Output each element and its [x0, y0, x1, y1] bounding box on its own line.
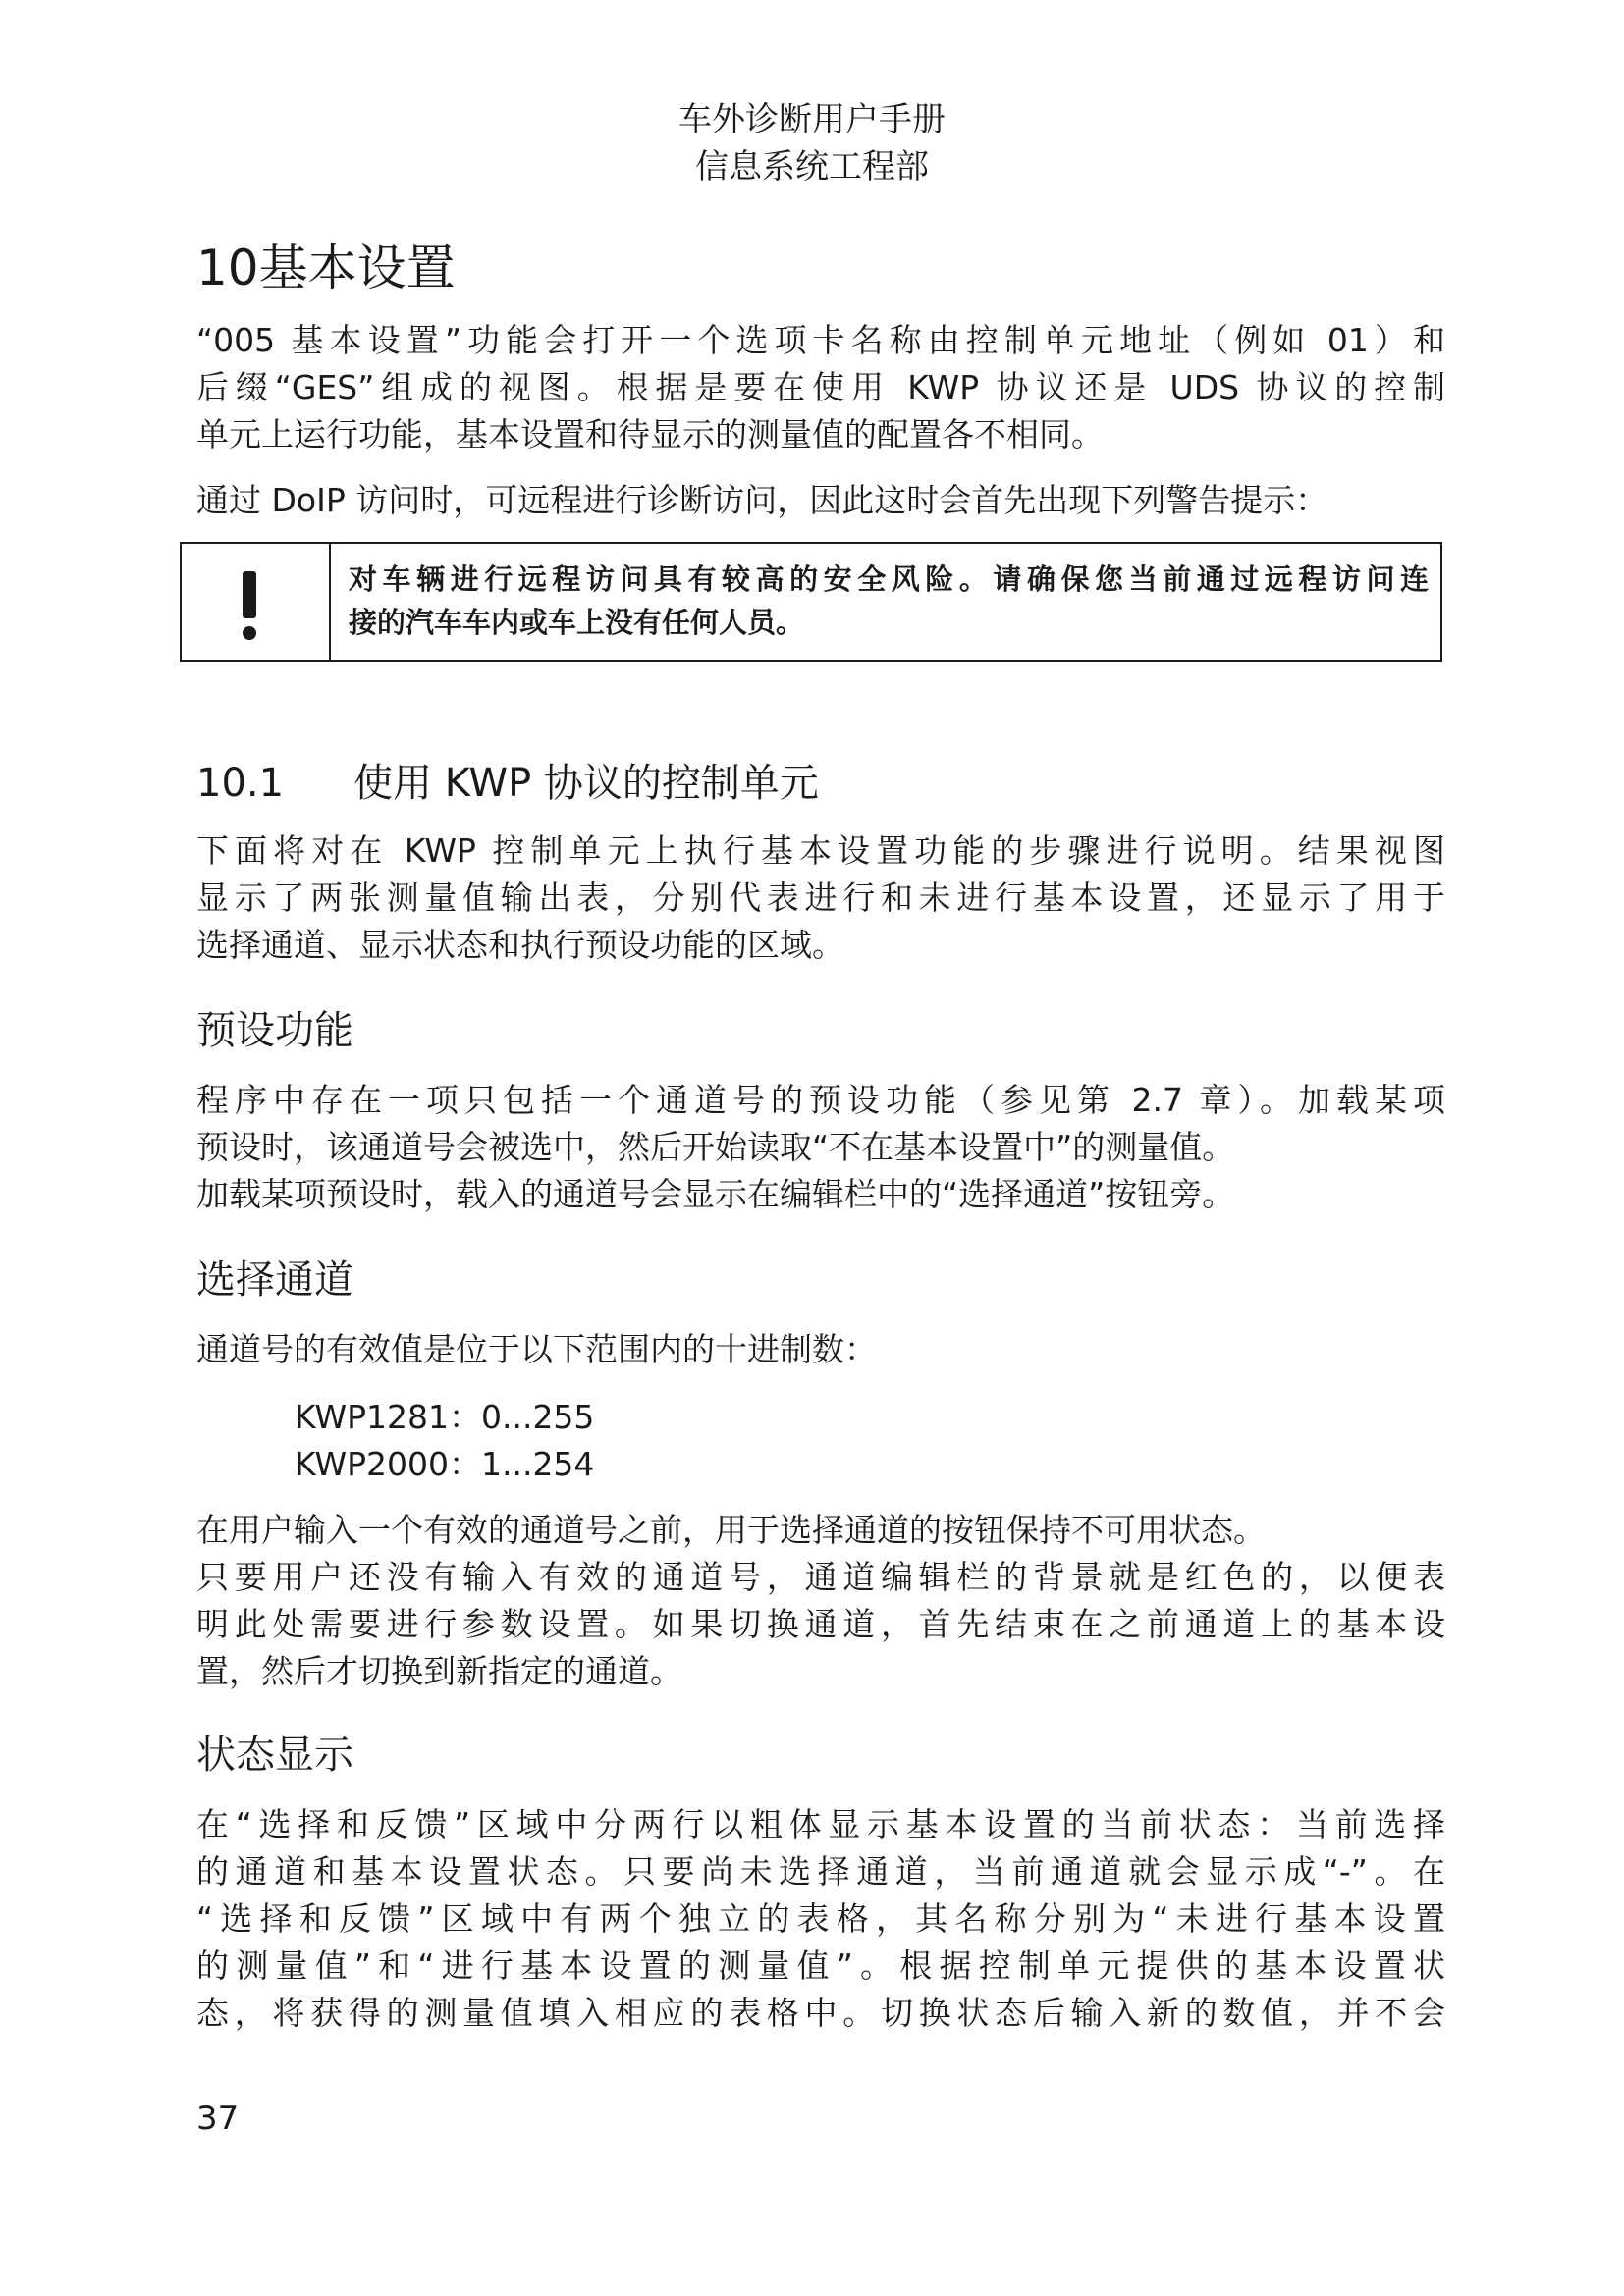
channel-intro [196, 1326, 1445, 1373]
paragraph-line: 置，然后才切换到新指定的通道。 [196, 1652, 682, 1690]
header-title: 车外诊断用户手册 [678, 100, 946, 139]
paragraph-line: 明此处需要进行参数设置。如果切换通道，首先结束在之前通道上的基本设 [196, 1605, 1445, 1643]
paragraph-line: 后缀“GES”组成的视图。根据是要在使用 KWP 协议还是 UDS 协议的控制 [196, 368, 1445, 406]
paragraph-line: 通道号的有效值是位于以下范围内的十进制数： [196, 1330, 877, 1368]
paragraph-line: 在“选择和反馈”区域中分两行以粗体显示基本设置的当前状态：当前选择 [196, 1805, 1445, 1843]
warning-text [349, 558, 1429, 644]
status-paragraph [196, 1801, 1445, 2037]
paragraph-line: 选择通道、显示状态和执行预设功能的区域。 [196, 926, 844, 964]
exclamation-icon [182, 544, 331, 660]
channel-paragraph [196, 1507, 1445, 1695]
warning-line: 接的汽车车内或车上没有任何人员。 [349, 606, 805, 639]
paragraph-line: 态，将获得的测量值填入相应的表格中。切换状态后输入新的数值，并不会 [196, 1994, 1445, 2032]
status-heading: 状态显示 [196, 1733, 353, 1778]
paragraph-line: 通过 DoIP 访问时，可远程进行诊断访问，因此这时会首先出现下列警告提示： [196, 481, 1328, 519]
paragraph-line: 显示了两张测量值输出表，分别代表进行和未进行基本设置，还显示了用于 [196, 879, 1445, 917]
paragraph-line: 的通道和基本设置状态。只要尚未选择通道，当前通道就会显示成“-”。在 [196, 1852, 1445, 1891]
paragraph-line: 预设时，该通道号会被选中，然后开始读取“不在基本设置中”的测量值。 [196, 1128, 1235, 1166]
paragraph-line: “005 基本设置”功能会打开一个选项卡名称由控制单元地址（例如 01）和 [196, 321, 1445, 359]
warning-line: 对车辆进行远程访问具有较高的安全风险。请确保您当前通过远程访问连 [349, 562, 1429, 596]
range-line: KWP1281：0...255 [295, 1398, 595, 1436]
range-line: KWP2000：1...254 [295, 1445, 595, 1483]
header-department: 信息系统工程部 [695, 147, 929, 187]
channel-heading: 选择通道 [196, 1257, 353, 1303]
paragraph-line: 加载某项预设时，载入的通道号会显示在编辑栏中的“选择通道”按钮旁。 [196, 1175, 1235, 1213]
section-10-1-paragraph [196, 828, 1445, 969]
section-title: 使用 KWP 协议的控制单元 [353, 761, 819, 806]
chapter-heading: 10基本设置 [196, 240, 456, 296]
paragraph-line: 在用户输入一个有效的通道号之前，用于选择通道的按钮保持不可用状态。 [196, 1511, 1266, 1549]
paragraph-line: 程序中存在一项只包括一个通道号的预设功能（参见第 2.7 章）。加载某项 [196, 1081, 1445, 1119]
paragraph-line: 只要用户还没有输入有效的通道号，通道编辑栏的背景就是红色的，以便表 [196, 1558, 1445, 1596]
chapter-intro-paragraph [196, 317, 1445, 458]
channel-ranges [295, 1394, 594, 1488]
paragraph-line: 单元上运行功能，基本设置和待显示的测量值的配置各不相同。 [196, 415, 1104, 454]
preset-heading: 预设功能 [196, 1008, 353, 1053]
paragraph-line: “选择和反馈”区域中有两个独立的表格，其名称分别为“未进行基本设置 [196, 1899, 1445, 1938]
doip-paragraph [196, 477, 1445, 524]
section-heading-10-1 [196, 756, 819, 811]
section-number: 10.1 [196, 761, 285, 806]
preset-paragraph [196, 1077, 1445, 1218]
warning-box [180, 542, 1442, 662]
paragraph-line: 下面将对在 KWP 控制单元上执行基本设置功能的步骤进行说明。结果视图 [196, 831, 1445, 870]
page-number: 37 [196, 2099, 240, 2138]
paragraph-line: 的测量值”和“进行基本设置的测量值”。根据控制单元提供的基本设置状 [196, 1947, 1445, 1985]
